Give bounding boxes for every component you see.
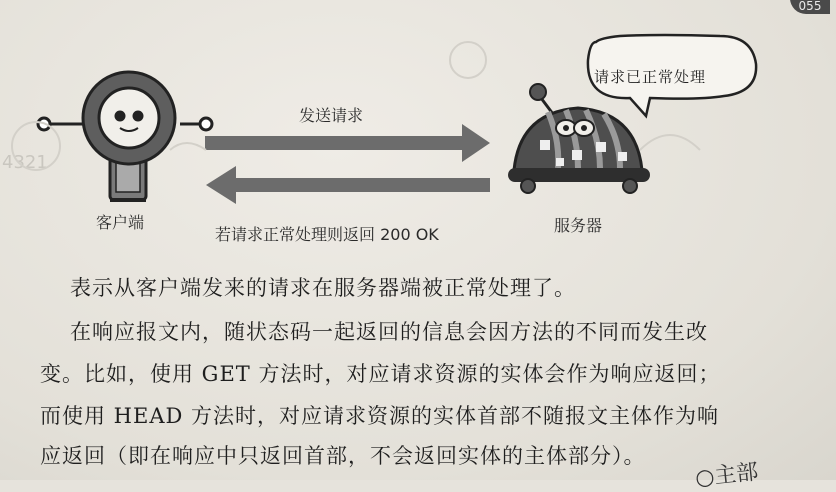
server-robot-icon [508, 84, 650, 193]
body-paragraph-line-1: 表示从客户端发来的请求在服务器端被正常处理了。 [70, 276, 576, 300]
page-number: 055 [790, 0, 830, 14]
body-paragraph-line-5: 应返回（即在响应中只返回首部，不会返回实体的主体部分）。 [40, 444, 646, 468]
speech-bubble-text: 请求已正常处理 [594, 68, 707, 86]
handwritten-note: ○主部 [694, 459, 760, 492]
response-arrow [206, 166, 490, 204]
response-label: 若请求正常处理则返回 200 OK [215, 225, 439, 244]
client-label: 客户端 [96, 213, 145, 232]
body-paragraph-line-2: 在响应报文内，随状态码一起返回的信息会因方法的不同而发生改 [70, 320, 708, 344]
faint-bleed-number: 4321 [2, 152, 48, 173]
body-paragraph-line-3: 变。比如，使用 GET 方法时，对应请求资源的实体会作为响应返回； [40, 362, 721, 386]
client-robot-icon [38, 72, 212, 200]
server-label: 服务器 [554, 216, 603, 235]
request-arrow [205, 124, 490, 162]
body-paragraph-line-4: 而使用 HEAD 方法时，对应请求资源的实体首部不随报文主体作为响 [40, 404, 719, 428]
request-label: 发送请求 [299, 106, 364, 125]
